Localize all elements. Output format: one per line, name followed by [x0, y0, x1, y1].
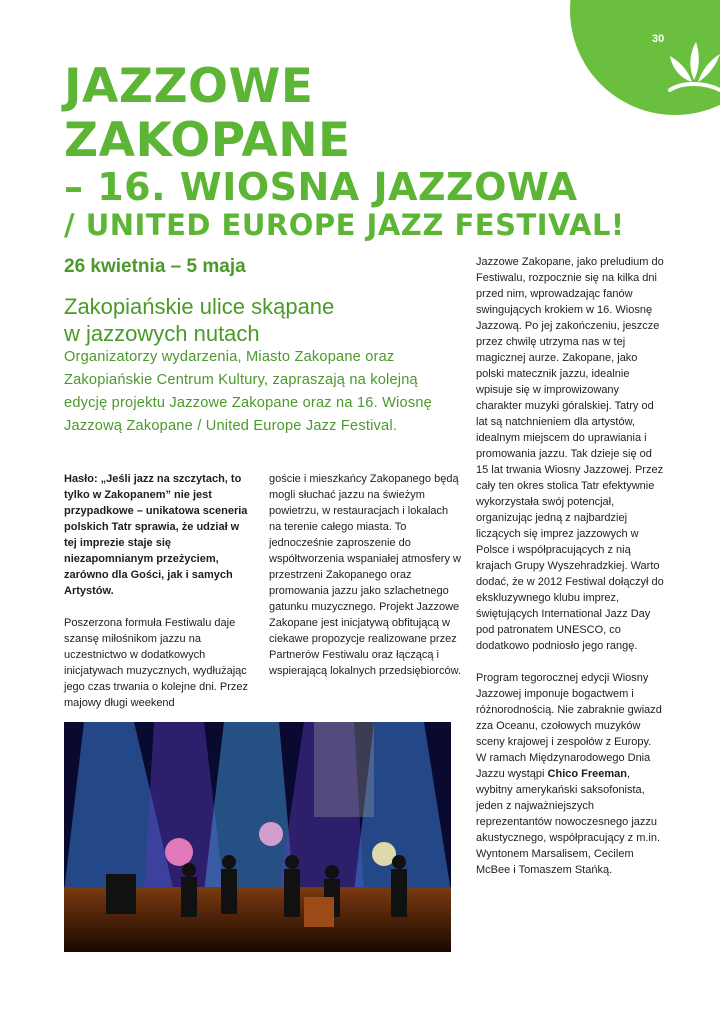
- text-run: W ramach Międzynarodowego Dnia Jazzu wystąpi: [476, 752, 651, 780]
- title-line-4: / UNITED EUROPE JAZZ FESTIVAL!: [64, 208, 625, 242]
- text-run: , wybitny amerykański saksofonista, jeden z najważniejszych reprezentantów nowoczesnego jazzu akustycznego, współpracujący z m.in. Wyntonem Marsalisem, Cecilem McBee i Tomaszem Stańką.: [476, 768, 661, 876]
- column-middle: [269, 471, 461, 679]
- concert-stage-illustration: [64, 722, 451, 952]
- intro-bold-paragraph: Hasło: „Jeśli jazz na szczytach, to tylko w Zakopanem” nie jest przypadkowe – unikatowa sceneria polskich Tatr sprawia, że udział w tej imprezie staje się niezapomnianym przeżyciem, zarówno dla Gości, jak i samych Artystów.: [64, 473, 248, 597]
- event-dates: 26 kwietnia – 5 maja: [64, 256, 246, 277]
- article-title: [64, 60, 625, 242]
- body-paragraph: goście i mieszkańcy Zakopanego będą mogli słuchać jazzu na świeżym powietrzu, w restauracjach i lokalach na terenie całego miasta. To jednocześnie zaproszenie do współtworzenia wspaniałej atmosfery w przestrzeni Zakopanego oraz promowania jazzu jako szlachetnego gatunku muzycznego. Projekt Jazzowe Zakopane jest inicjatywą obfitującą w ciekawe propozycje realizowane przez Partnerów Festiwalu oraz łączącą i wspierającą lokalnych przedsiębiorców.: [269, 473, 461, 677]
- lead-paragraph: Organizatorzy wydarzenia, Miasto Zakopane oraz Zakopiańskie Centrum Kultury, zapraszają na kolejną edycję projektu Jazzowe Zakopane oraz na 16. Wiosnę Jazzową Zakopane / United Europe Jazz Festival.: [64, 349, 432, 434]
- title-line-2: ZAKOPANE: [64, 113, 351, 168]
- subtitle-line-2: w jazzowych nutach: [64, 321, 260, 346]
- title-line-3: – 16. WIOSNA JAZZOWA: [64, 165, 578, 209]
- title-line-1: JAZZOWE: [64, 59, 314, 114]
- column-left: [64, 471, 252, 711]
- artist-name: Chico Freeman: [547, 768, 627, 780]
- subtitle-line-1: Zakopiańskie ulice skąpane: [64, 294, 335, 319]
- body-paragraph: Jazzowe Zakopane, jako preludium do Festiwalu, rozpocznie się na kilka dni przed nim, wprowadzając fanów swingujących krokiem w 16. Wiosnę Jazzową. Po jej zakończeniu, jeszcze przez chwilę utrzyma nas w tej magicznej aurze. Zakopane, jako polski matecznik jazzu, idealnie wpisuje się w improwizowany charakter muzyki góralskiej. Tatry od lat są natchnieniem dla artystów, idealnym miejscem do uprawiania i promowania jazzu. Tak dzieje się od 15 lat trwania Wiosny Jazzowej. Przez cały ten okres stolica Tatr efektywnie wykorzystała swój potencjał, organizując jedną z najbardziej liczących się imprez jazzowych w Polsce i współpracujących z nią krajach Grupy Wyszehradzkiej. Warto dodać, że w 2012 Festiwal dołączył do ekskluzywnego klubu imprez, świętujących International Jazz Day pod patronatem UNESCO, co dodatkowo podniosło jego rangę.: [476, 256, 664, 652]
- concert-photo: [64, 722, 451, 952]
- page-number: 30: [652, 33, 665, 45]
- body-paragraph: [476, 750, 666, 878]
- article-subtitle: [64, 293, 454, 347]
- leaf-logo-icon: [664, 40, 720, 98]
- body-paragraph: Program tegorocznej edycji Wiosny Jazzowej imponuje bogactwem i różnorodnością. Nie zabraknie gwiazd zza Oceanu, czołowych muzyków sceny krajowej i zespołów z Europy.: [476, 672, 662, 748]
- column-right: [476, 254, 666, 878]
- body-paragraph: Poszerzona formuła Festiwalu daje szansę miłośnikom jazzu na uczestnictwo w dodatkowych inicjatywach muzycznych, wydłużając jego czas trwania o kolejne dni. Przez majowy długi weekend: [64, 617, 249, 709]
